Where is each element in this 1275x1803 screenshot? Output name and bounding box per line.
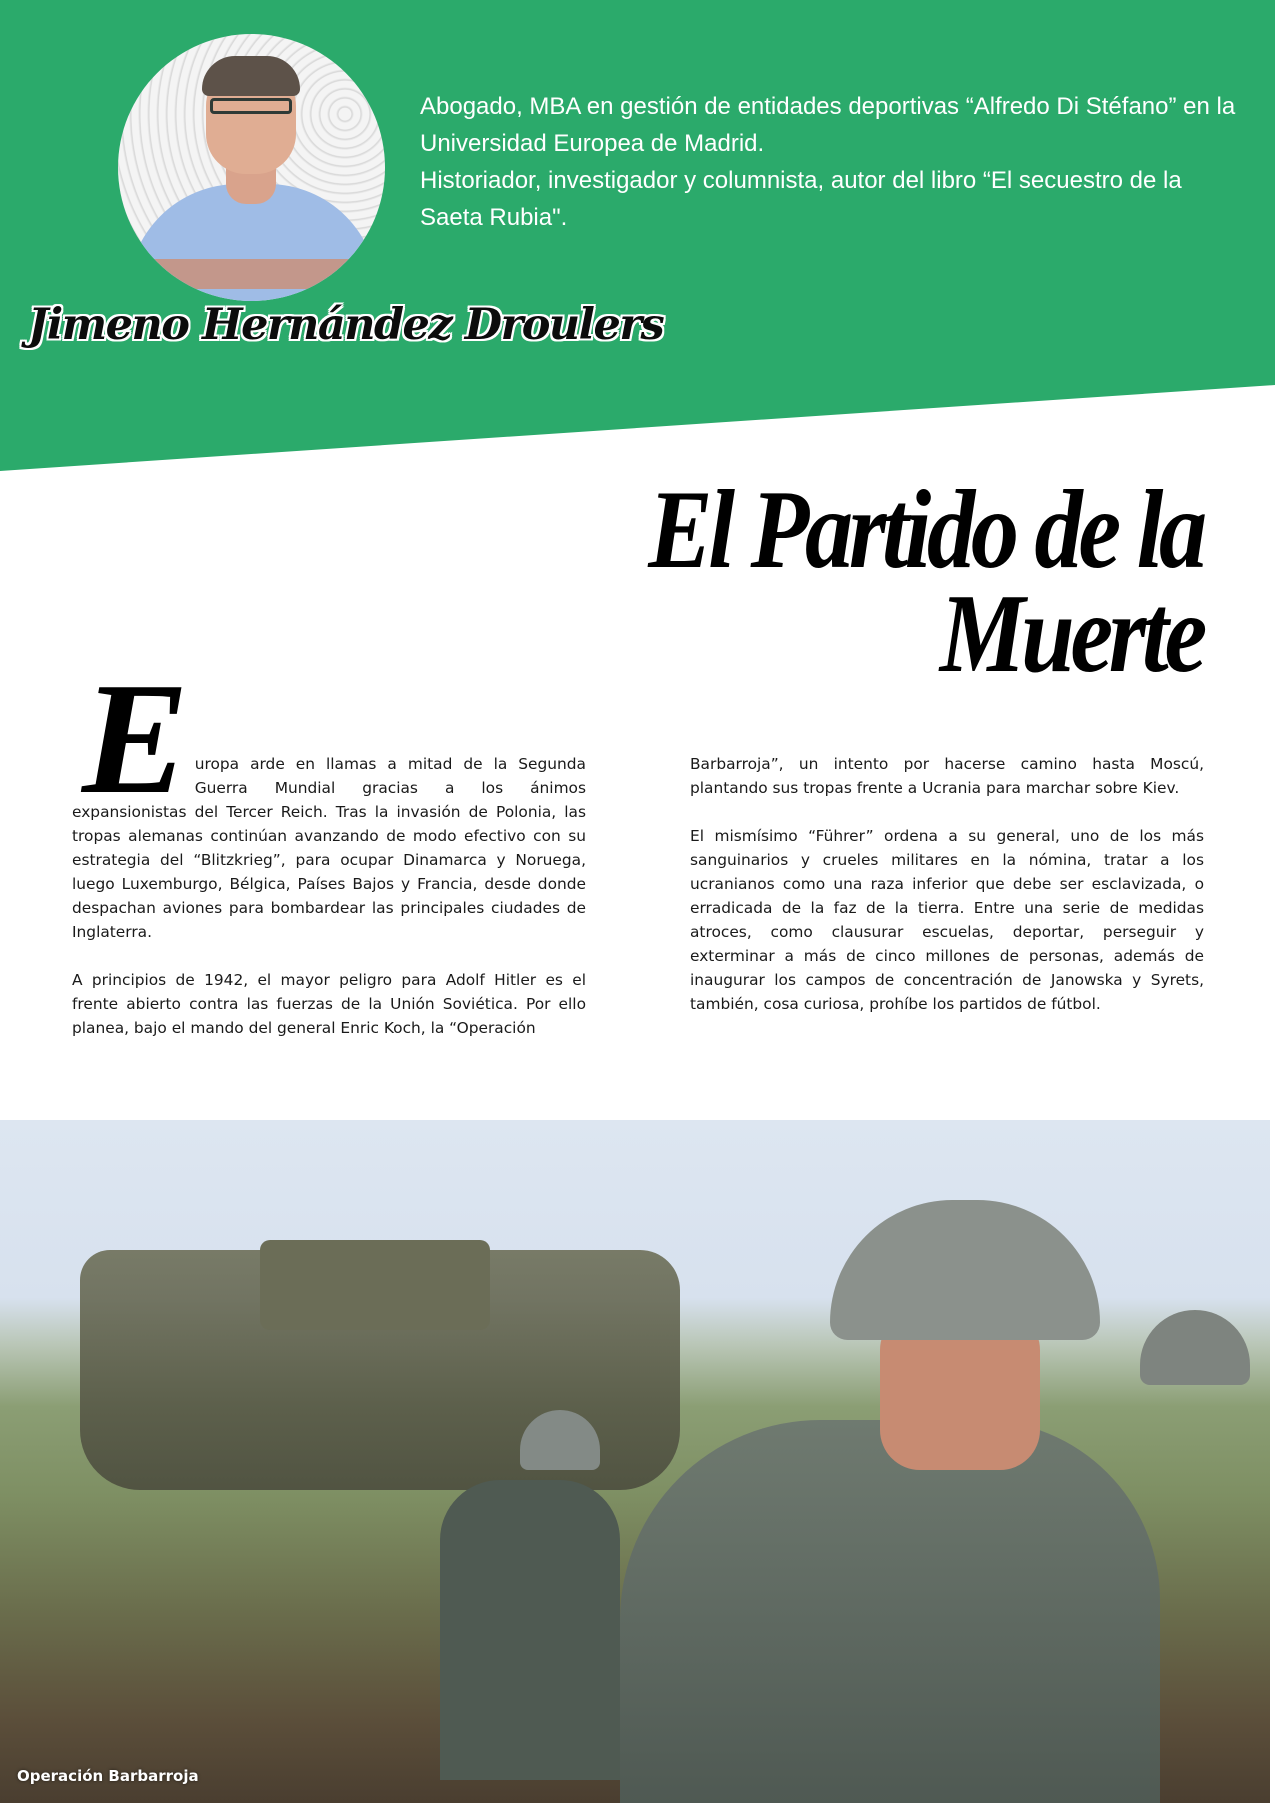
portrait-hair <box>202 56 300 96</box>
portrait-glasses <box>210 98 292 114</box>
photo-helmet-main <box>830 1200 1100 1340</box>
author-bio <box>420 88 1250 236</box>
photo-caption: Operación Barbarroja <box>17 1767 199 1785</box>
bio-line-1: Abogado, MBA en gestión de entidades deportivas “Alfredo Di Stéfano” en la Universidad Europea de Madrid. <box>420 93 1236 157</box>
paragraph-4: El mismísimo “Führer” ordena a su general, uno de los más sanguinarios y crueles militares en la nómina, tratar a los ucranianos como una raza inferior que debe ser esclavizada, o erradicada de la faz de la tierra. Entre una serie de medidas atroces, como clausurar escuelas, deportar, perseguir y exterminar a más de cinco millones de personas, además de inaugurar los campos de concentración de Janowska y Syrets, también, cosa curiosa, prohíbe los partidos de fútbol. <box>690 827 1204 1013</box>
article-photo <box>0 1120 1270 1803</box>
photo-tank-turret <box>260 1240 490 1330</box>
photo-soldier-binoculars <box>620 1420 1160 1803</box>
article-column-2 <box>690 752 1204 1040</box>
paragraph-1-text: uropa arde en llamas a mitad de la Segunda Guerra Mundial gracias a los ánimos expansionistas del Tercer Reich. Tras la invasión de Polonia, las tropas alemanas continúan avanzando de modo efectivo con su estrategia del “Blitzkrieg”, para ocupar Dinamarca y Noruega, luego Luxemburgo, Bélgica, Países Bajos y Francia, desde donde despachan aviones para bombardear las principales ciudades de Inglaterra. <box>72 755 586 941</box>
photo-helmet-right <box>1140 1310 1250 1385</box>
paragraph-2: A principios de 1942, el mayor peligro para Adolf Hitler es el frente abierto contra las fuerzas de la Unión Soviética. Por ello planea, bajo el mando del general Enric Koch, la “Operación <box>72 971 586 1037</box>
article-column-1 <box>72 649 586 1064</box>
drop-cap: E <box>82 649 189 827</box>
title-line-2: Muerte <box>939 572 1203 696</box>
title-line-1: El Partido de la <box>648 468 1203 592</box>
paragraph-3: Barbarroja”, un intento por hacerse camino hasta Moscú, plantando sus tropas frente a Ucrania para marchar sobre Kiev. <box>690 755 1204 797</box>
paragraph-1 <box>72 649 586 944</box>
author-name: Jimeno Hernández Droulers <box>28 300 664 350</box>
author-portrait <box>118 34 385 301</box>
bio-line-2: Historiador, investigador y columnista, autor del libro “El secuestro de la Saeta Rubia". <box>420 167 1182 231</box>
portrait-crossed-arms <box>138 259 363 289</box>
photo-soldier-kneeling <box>440 1480 620 1780</box>
article-title <box>648 468 1203 696</box>
